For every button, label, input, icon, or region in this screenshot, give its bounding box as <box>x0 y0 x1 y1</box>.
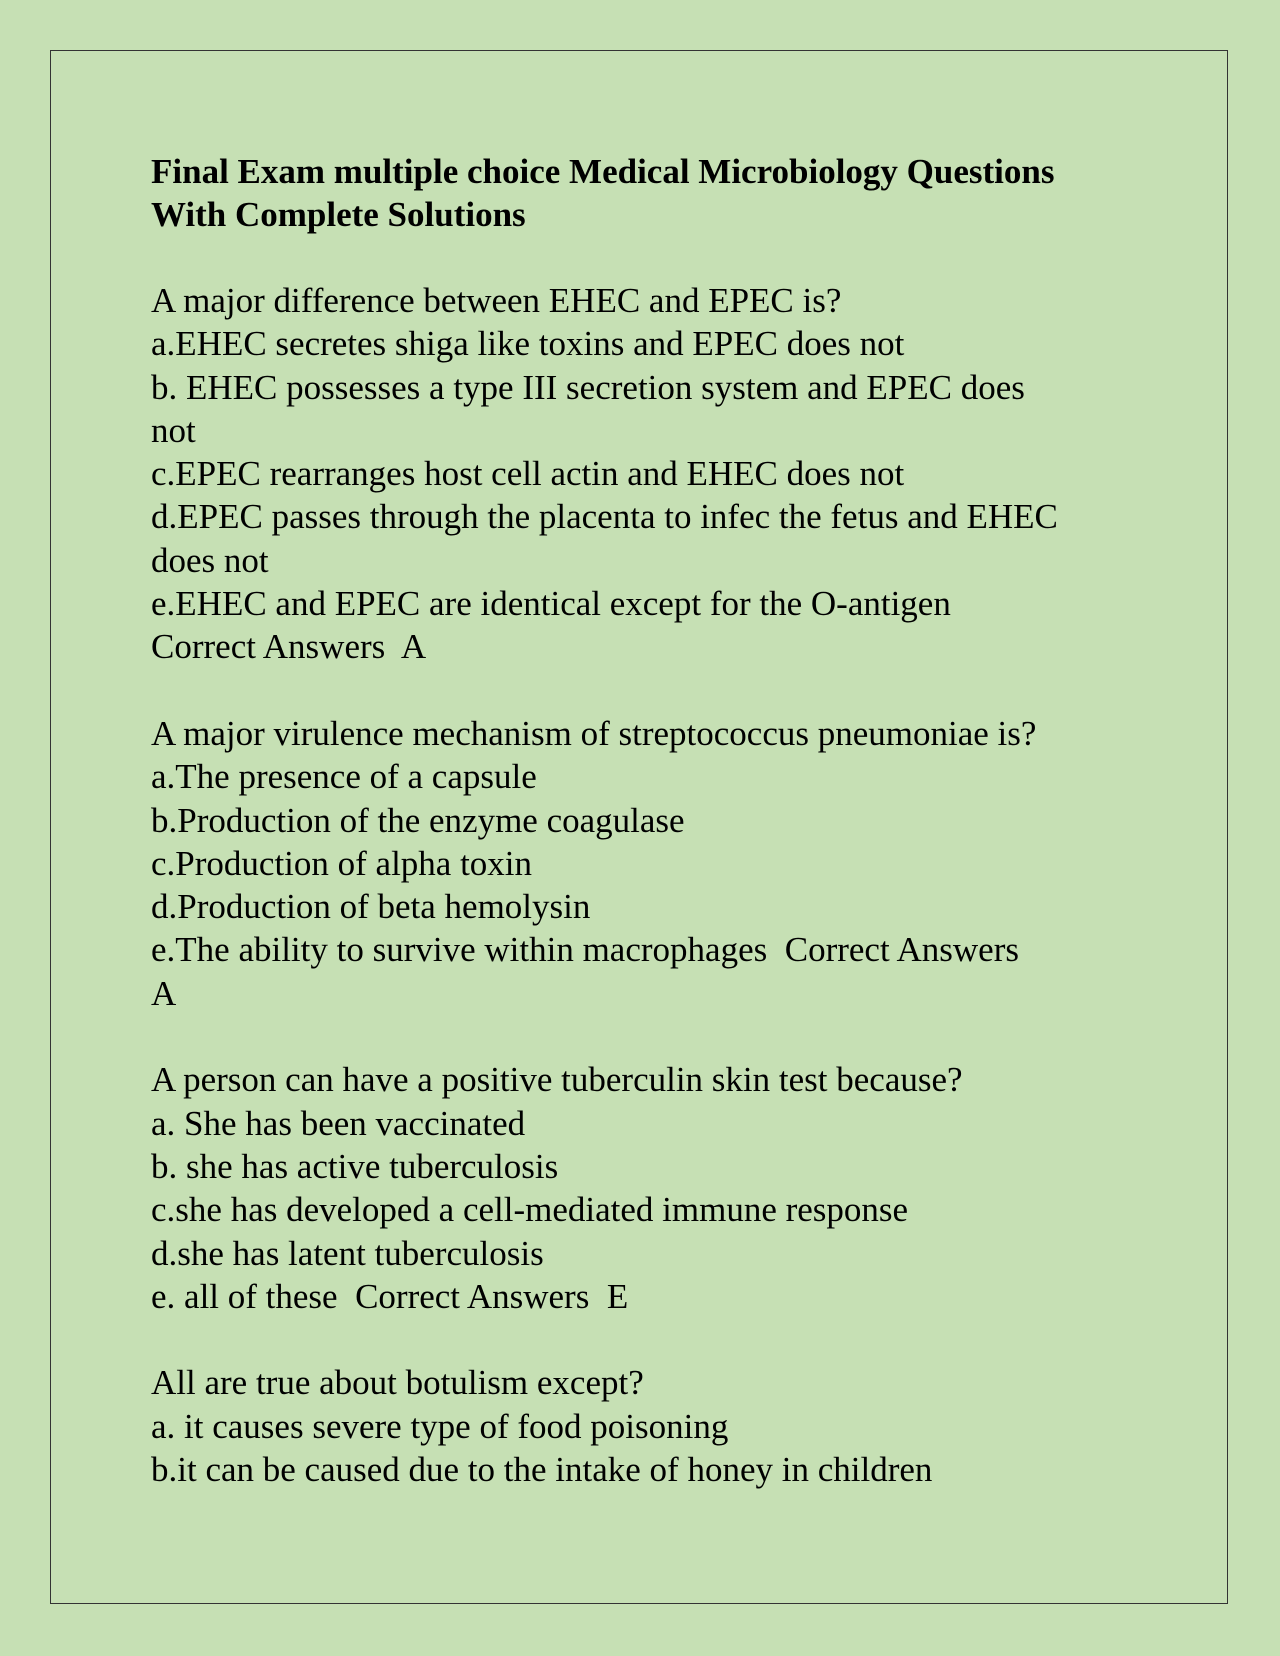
question-text: All are true about botulism except? <box>151 1363 644 1403</box>
title-line: Final Exam multiple choice Medical Microbiology Questions <box>151 152 1055 191</box>
option-line: a. it causes severe type of food poisoning <box>151 1406 729 1446</box>
option-line: c.she has developed a cell-mediated immune response <box>151 1190 909 1230</box>
option-line: c.Production of alpha toxin <box>151 843 533 883</box>
question-text: A major virulence mechanism of streptococcus pneumoniae is? <box>151 713 1037 753</box>
option-line: b.Production of the enzyme coagulase <box>151 800 685 840</box>
question-text: A person can have a positive tuberculin skin test because? <box>151 1060 963 1100</box>
correct-answer: A <box>151 973 177 1013</box>
option-line: d.Production of beta hemolysin <box>151 887 591 927</box>
question-block-3 <box>151 1058 1151 1318</box>
option-line: a.EHEC secretes shiga like toxins and EPEC does not <box>151 324 905 364</box>
option-line: a. She has been vaccinated <box>151 1103 526 1143</box>
question-block-1 <box>151 279 1151 669</box>
question-block-2 <box>151 712 1151 1015</box>
option-line: e.The ability to survive within macrophages Correct Answers <box>151 930 1019 970</box>
option-line: e.EHEC and EPEC are identical except for the O-antigen <box>151 584 951 624</box>
question-text: A major difference between EHEC and EPEC is? <box>151 281 842 320</box>
option-line: d.EPEC passes through the placenta to infec the fetus and EHEC <box>151 497 1058 537</box>
question-block-4 <box>151 1361 1151 1491</box>
correct-answer: Correct Answers A <box>151 627 427 667</box>
document-title <box>151 150 1151 236</box>
correct-answer: e. all of these Correct Answers E <box>151 1276 629 1316</box>
option-line: does not <box>151 540 269 580</box>
document-content <box>151 150 1151 1491</box>
option-line: b.it can be caused due to the intake of honey in children <box>151 1450 933 1490</box>
option-line: b. EHEC possesses a type III secretion system and EPEC does <box>151 367 1025 407</box>
option-line: c.EPEC rearranges host cell actin and EHEC does not <box>151 454 905 494</box>
option-line: b. she has active tuberculosis <box>151 1146 559 1186</box>
title-line: With Complete Solutions <box>151 195 526 234</box>
option-line: not <box>151 410 196 450</box>
option-line: d.she has latent tuberculosis <box>151 1233 544 1273</box>
option-line: a.The presence of a capsule <box>151 757 537 797</box>
